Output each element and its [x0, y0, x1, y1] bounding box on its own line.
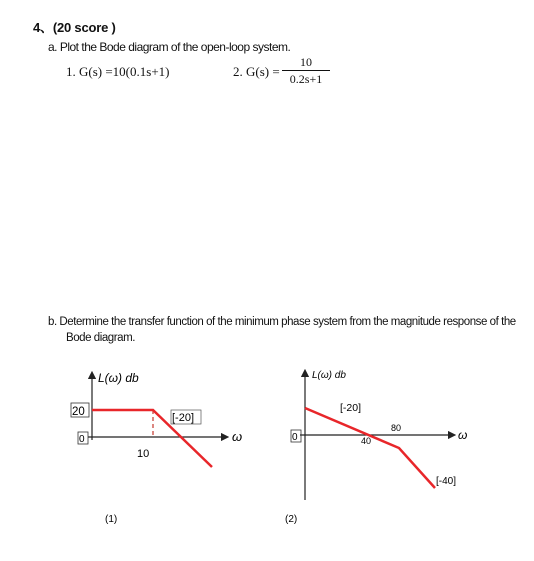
fig1-caption: (1): [105, 514, 118, 525]
fig1-origin-label: 0: [79, 434, 85, 445]
equation-1: 1. G(s) =10(0.1s+1): [66, 64, 170, 79]
figure-2: [285, 370, 467, 525]
fig1-level-label: 20: [72, 406, 85, 418]
equation-2-prefix: 2. G(s) =: [233, 64, 280, 79]
fig2-xlabel: ω: [458, 428, 468, 442]
fig1-xlabel: ω: [232, 429, 243, 444]
part-b-prompt-line1: b. Determine the transfer function of the minimum phase system from the magnitude response of the: [48, 316, 516, 328]
fig2-slope2-label: [-40]: [436, 476, 457, 487]
fig2-crossover-label: 40: [361, 436, 372, 446]
fig2-caption: (2): [285, 514, 298, 525]
fig2-origin-label: 0: [292, 432, 298, 443]
equation-2-numerator: 10: [300, 55, 312, 69]
fig2-corner-label: 80: [391, 423, 402, 433]
fig2-slope1-label: [-20]: [340, 402, 362, 414]
equation-2-denominator: 0.2s+1: [289, 72, 323, 86]
question-header: 4、(20 score ): [33, 20, 116, 35]
fig1-corner-label: 10: [137, 448, 150, 460]
figure-1: [71, 371, 242, 525]
fig1-ylabel: L(ω) db: [98, 371, 139, 385]
part-a-prompt: a. Plot the Bode diagram of the open-loop system.: [48, 40, 291, 54]
part-b-prompt-line2: Bode diagram.: [66, 332, 135, 344]
fig2-magnitude-line: [305, 408, 435, 488]
fig2-ylabel: L(ω) db: [312, 370, 346, 381]
fig1-slope-label: [-20]: [172, 412, 195, 424]
